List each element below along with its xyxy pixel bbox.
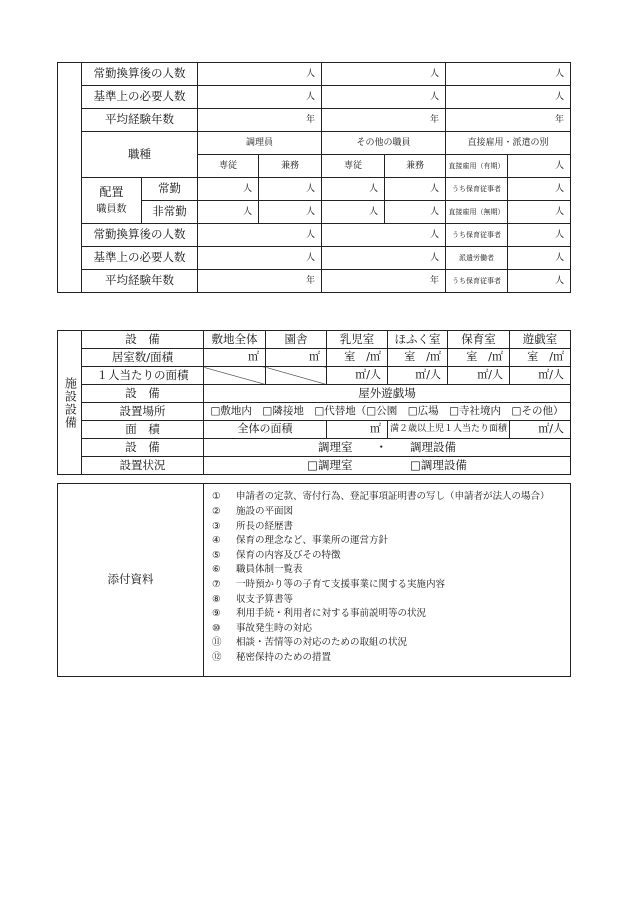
staff-row (58, 224, 571, 247)
item-number: ⑩ (212, 622, 221, 634)
item-text: 利用手続・利用者に対する事前説明等の状況 (236, 608, 427, 620)
item-number: ⑤ (212, 549, 221, 561)
item-number: ⑫ (212, 651, 222, 663)
placement-label-line1: 配置 (99, 184, 124, 199)
job-header-row (58, 132, 571, 155)
unit-cell: 年 (198, 270, 322, 293)
kitchen-label: 調理室 ・ 調理設備 (204, 439, 571, 457)
unit-cell: 人 (322, 86, 446, 109)
item-text: 申請者の定款、寄付行為、登記事項証明書の写し（申請者が法人の場合） (236, 491, 550, 503)
unit-cell: 人 (385, 178, 446, 201)
unit-cell: 人 (198, 86, 322, 109)
unit-cell: 人 (508, 270, 571, 293)
facility-row (58, 421, 571, 439)
equipment-label: 設 備 (82, 331, 204, 349)
fulltime-label: 常勤 (142, 178, 198, 201)
row-label: 常勤換算後の人数 (82, 224, 198, 247)
diagonal-cell (204, 367, 266, 385)
equip-item: ほふく室 (388, 331, 448, 349)
item-text: 一時預かり等の子育て支援事業に関する実施内容 (236, 579, 446, 590)
childcare-worker-label: うち保育従事者 (446, 178, 508, 201)
staff-row (58, 86, 571, 109)
list-item (212, 492, 570, 507)
unit-cell: ㎡/人 (510, 421, 571, 439)
unit-cell: 年 (322, 270, 446, 293)
unit-cell: 人 (198, 247, 322, 270)
item-number: ⑧ (212, 593, 221, 605)
list-item (212, 536, 570, 551)
staff-row (58, 63, 571, 86)
unit-cell: 人 (198, 201, 259, 224)
childcare-worker-label: うち保育従事者 (446, 270, 508, 293)
row-label: 常勤換算後の人数 (82, 63, 198, 86)
job-type-label: 職種 (82, 132, 198, 178)
unit-cell: 室 /㎡ (388, 349, 448, 367)
item-number: ⑨ (212, 608, 221, 620)
facility-row (58, 349, 571, 367)
unit-cell: 人 (446, 86, 571, 109)
unit-cell: ㎡ (327, 421, 388, 439)
unit-cell: ㎡/人 (448, 367, 510, 385)
group-header-direct: 直接雇用・派遣の別 (446, 132, 571, 155)
row-label: 基準上の必要人数 (82, 247, 198, 270)
placement-row (58, 178, 571, 201)
list-item (212, 653, 570, 668)
unit-cell: 人 (508, 224, 571, 247)
unit-cell: 室 /㎡ (448, 349, 510, 367)
per-child-area-label: 満２歳以上児１人当たり面積 (388, 421, 510, 439)
direct-fixed-term-label: 直接雇用（有期） (446, 155, 508, 178)
unit-cell: 人 (198, 178, 259, 201)
staff-row (58, 109, 571, 132)
unit-cell: ㎡/人 (510, 367, 571, 385)
facility-row (58, 367, 571, 385)
area-label: 面 積 (82, 421, 204, 439)
row-label: 平均経験年数 (82, 109, 198, 132)
direct-indefinite-label: 直接雇用（無期） (446, 201, 508, 224)
parttime-label: 非常勤 (142, 201, 198, 224)
item-text: 秘密保持のための措置 (236, 651, 332, 663)
unit-cell: 年 (198, 109, 322, 132)
location-options: □敷地内 □隣接地 □代替地（□公園 □広場 □寺社境内 □その他） (204, 403, 571, 421)
unit-cell: 人 (322, 247, 446, 270)
unit-cell: ㎡ (266, 349, 327, 367)
unit-cell: 人 (198, 63, 322, 86)
item-number: ② (212, 506, 221, 518)
total-area-label: 全体の面積 (204, 421, 327, 439)
unit-cell: 人 (508, 247, 571, 270)
unit-cell: 人 (508, 201, 571, 224)
group-header-other: その他の職員 (322, 132, 446, 155)
unit-cell: 人 (259, 201, 322, 224)
equip-item: 保育室 (448, 331, 510, 349)
list-item (212, 507, 570, 522)
item-text: 相談・苦情等の対応のための取組の状況 (236, 637, 408, 649)
item-text: 職員体制一覧表 (236, 564, 303, 576)
placement-label (82, 178, 142, 224)
equipment-label: 設 備 (82, 385, 204, 403)
item-number: ⑥ (212, 564, 221, 576)
item-text: 収支予算書等 (236, 593, 294, 605)
attachments-table (57, 483, 571, 677)
facility-row (58, 385, 571, 403)
equip-item: 敷地全体 (204, 331, 266, 349)
facility-row (58, 439, 571, 457)
unit-cell: 人 (322, 63, 446, 86)
unit-cell: 人 (322, 224, 446, 247)
unit-cell: ㎡/人 (327, 367, 388, 385)
item-number: ① (212, 491, 221, 503)
subheader-cell: 専従 (322, 155, 385, 178)
attachments-row (58, 484, 571, 677)
item-text: 保育の内容及びその特徴 (236, 549, 341, 561)
list-item (212, 565, 570, 580)
facility-section-label: 施設設備 (58, 331, 82, 475)
facility-row (58, 457, 571, 475)
item-number: ③ (212, 520, 221, 532)
item-number: ⑦ (212, 579, 221, 590)
item-text: 施設の平面図 (236, 506, 294, 518)
unit-cell: 室 /㎡ (327, 349, 388, 367)
per-person-area-label: １人当たりの面積 (82, 367, 204, 385)
installation-status-options: □調理室 □調理設備 (204, 457, 571, 475)
placement-label-line2: 職員数 (96, 203, 127, 215)
item-number: ④ (212, 535, 221, 547)
dispatched-worker-label: 派遣労働者 (446, 247, 508, 270)
unit-cell: 人 (508, 155, 571, 178)
staff-row (58, 247, 571, 270)
subheader-cell: 専従 (198, 155, 259, 178)
childcare-worker-label: うち保育従事者 (446, 224, 508, 247)
left-margin-cell (58, 63, 82, 293)
item-text: 事故発生時の対応 (236, 622, 313, 634)
facility-row (58, 331, 571, 349)
unit-cell: 年 (322, 109, 446, 132)
item-text: 保育の理念など、事業所の運営方針 (236, 535, 389, 547)
unit-cell: ㎡/人 (388, 367, 448, 385)
equip-item: 乳児室 (327, 331, 388, 349)
facility-row (58, 403, 571, 421)
unit-cell: 人 (446, 63, 571, 86)
item-number: ⑪ (212, 637, 222, 649)
item-text: 所長の経歴書 (236, 520, 294, 532)
group-header-cook: 調理員 (198, 132, 322, 155)
playground-label: 屋外遊戯場 (204, 385, 571, 403)
installation-status-label: 設置状況 (82, 457, 204, 475)
equip-item: 遊戯室 (510, 331, 571, 349)
equip-item: 園舎 (266, 331, 327, 349)
unit-cell: 人 (198, 224, 322, 247)
attachments-list (204, 484, 571, 677)
unit-cell: 年 (446, 109, 571, 132)
unit-cell: 室 /㎡ (510, 349, 571, 367)
unit-cell: 人 (508, 178, 571, 201)
staff-table (57, 62, 571, 293)
list-item (212, 638, 570, 653)
list-item (212, 609, 570, 624)
staff-row (58, 270, 571, 293)
unit-cell: 人 (385, 201, 446, 224)
rooms-area-label: 居室数/面積 (82, 349, 204, 367)
row-label: 基準上の必要人数 (82, 86, 198, 109)
equipment-label: 設 備 (82, 439, 204, 457)
unit-cell: ㎡ (204, 349, 266, 367)
list-item (212, 595, 570, 610)
unit-cell: 人 (322, 201, 385, 224)
row-label: 平均経験年数 (82, 270, 198, 293)
list-item (212, 580, 570, 595)
location-label: 設置場所 (82, 403, 204, 421)
subheader-cell: 兼務 (385, 155, 446, 178)
facility-table (57, 330, 571, 475)
unit-cell: 人 (322, 178, 385, 201)
subheader-cell: 兼務 (259, 155, 322, 178)
attachments-label: 添付資料 (58, 484, 204, 677)
unit-cell: 人 (259, 178, 322, 201)
diagonal-cell (266, 367, 327, 385)
